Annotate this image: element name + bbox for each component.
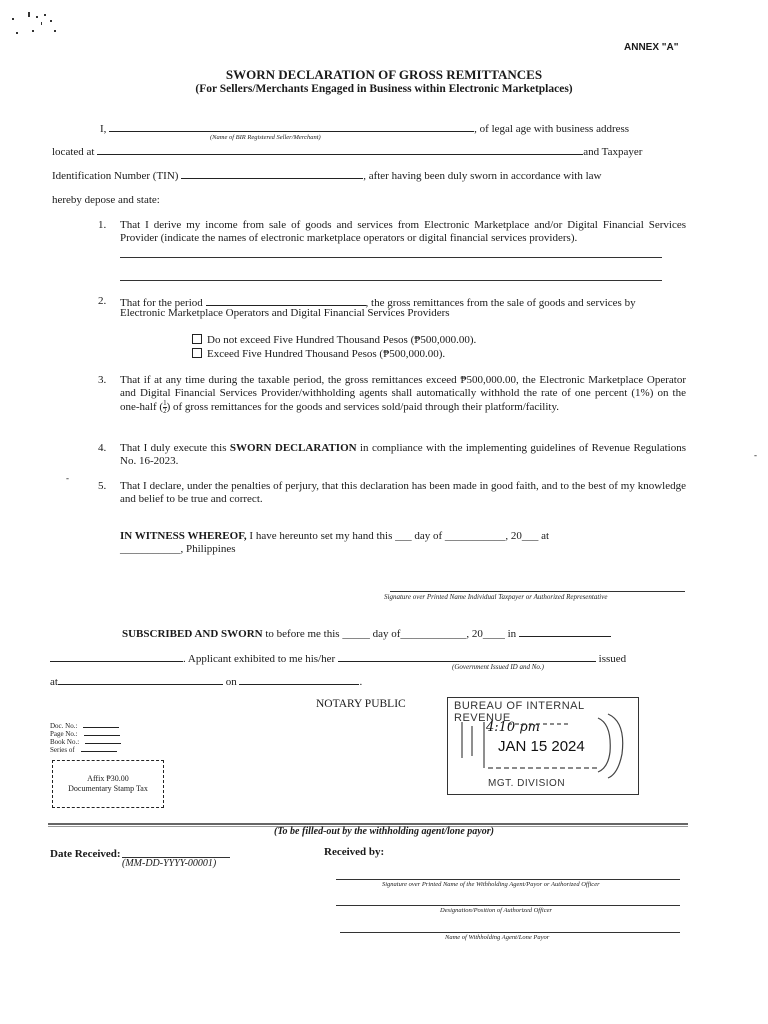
- checkbox-exceed[interactable]: [192, 348, 202, 358]
- item-1-number: 1.: [98, 219, 107, 231]
- series-row: [50, 745, 117, 754]
- fraction-numerator: 1: [163, 399, 167, 407]
- applicant-text: . Applicant exhibited to me his/her: [183, 653, 336, 665]
- date-received-label: Date Received:: [50, 848, 121, 860]
- item-1-text: That I derive my income from sale of goods and services from Electronic Marketplace and/or Digital Financial Services Provider (indicate the names of electronic marketplace operators or digital financial services providers).: [120, 219, 686, 244]
- seller-name-field[interactable]: [109, 121, 474, 132]
- option-exceed-label: Exceed Five Hundred Thousand Pesos (₱500,000.00).: [207, 348, 446, 360]
- footer-divider: [48, 823, 688, 825]
- on-label: on: [225, 676, 237, 688]
- tin-field[interactable]: [181, 168, 363, 179]
- taxpayer-signature-caption: Signature over Printed Name Individual Taxpayer or Authorized Representative: [384, 593, 608, 601]
- affix-label: Documentary Stamp Tax: [68, 784, 148, 793]
- agent-signature-caption: Signature over Printed Name of the Withholding Agent/Payor or Authorized Officer: [382, 881, 600, 888]
- page-no-field[interactable]: [84, 729, 120, 736]
- witness-lead: IN WITNESS WHEREOF,: [120, 530, 247, 542]
- document-title: SWORN DECLARATION OF GROSS REMITTANCES: [225, 67, 543, 82]
- series-label: Series of: [50, 746, 75, 754]
- intro-suffix: , of legal age with business address: [474, 123, 630, 135]
- bir-stamp-division: MGT. DIVISION: [488, 778, 566, 789]
- subscribed-text: to before me this _____ day of____________, 20____ in: [262, 628, 517, 640]
- intro-line-3: [52, 168, 601, 182]
- tin-label: Identification Number (TIN): [52, 170, 179, 182]
- fraction-denominator: 2: [163, 407, 167, 415]
- item-2-text-b: , the gross remittances from the sale of goods and services by: [365, 297, 636, 309]
- witness-text-2: ___________, Philippines: [120, 543, 236, 555]
- issued-on-field[interactable]: [239, 674, 359, 685]
- doc-no-field[interactable]: [83, 721, 119, 728]
- option-not-exceed-label: Do not exceed Five Hundred Thousand Pesos (₱500,000.00).: [207, 334, 477, 346]
- item-2-number: 2.: [98, 295, 107, 307]
- notary-public-label: NOTARY PUBLIC: [316, 698, 406, 710]
- documentary-stamp-box: [52, 760, 164, 808]
- bir-stamp-date: JAN 15 2024: [498, 738, 585, 755]
- margin-mark-2: -: [66, 473, 69, 483]
- received-by-label: Received by:: [324, 846, 385, 858]
- and-taxpayer-label: and Taxpayer: [583, 146, 643, 158]
- item-3-text-a: That if at any time during the taxable period, the gross remittances exceed ₱500,000.00, the Electronic Marketplace Operator and Digital Financial Services Provider/withholding agents shall automatically withhold the rate of one percent (1%) on the one-half (: [120, 374, 686, 414]
- agent-signature-line[interactable]: [336, 879, 680, 880]
- option-not-exceed[interactable]: [192, 334, 476, 346]
- gov-id-field[interactable]: [338, 651, 596, 662]
- subscribed-lead: SUBSCRIBED AND SWORN: [122, 628, 263, 640]
- bir-stamp-handwritten-time: 4:10 pm: [486, 720, 540, 735]
- depose-text: hereby depose and state:: [52, 194, 160, 206]
- item-1-answer-line-1[interactable]: [120, 257, 662, 258]
- designation-line[interactable]: [336, 905, 680, 906]
- located-at-label: located at: [52, 146, 95, 158]
- intro-line-1: [100, 121, 629, 135]
- period-field[interactable]: [206, 295, 366, 306]
- subscribed-line: [122, 626, 611, 640]
- agent-name-line[interactable]: [340, 932, 680, 933]
- place-field[interactable]: [519, 626, 611, 637]
- scan-speckles: [6, 10, 66, 40]
- book-no-field[interactable]: [85, 737, 121, 744]
- documentary-stamp-text: [53, 774, 163, 794]
- item-3-number: 3.: [98, 374, 107, 386]
- margin-mark: -: [754, 450, 757, 460]
- i-label: I,: [100, 123, 107, 135]
- item-1-answer-line-2[interactable]: [120, 280, 662, 281]
- item-4-text: [120, 442, 686, 468]
- business-address-field[interactable]: [97, 144, 583, 155]
- at-label: at: [50, 676, 58, 688]
- item-3-text: [120, 374, 686, 415]
- bir-received-stamp: [447, 697, 639, 795]
- issued-label: issued: [598, 653, 627, 665]
- book-no-label: Book No.:: [50, 738, 80, 746]
- document-subtitle: (For Sellers/Merchants Engaged in Business within Electronic Marketplaces): [195, 83, 573, 95]
- designation-caption: Designation/Position of Authorized Officer: [440, 907, 553, 914]
- annex-label: ANNEX "A": [624, 42, 679, 53]
- item-4-text-c: in compliance with the implementing guidelines of Revenue Regulations No. 16-2023.: [120, 442, 687, 467]
- taxpayer-signature-line[interactable]: [390, 591, 685, 592]
- tin-suffix: , after having been duly sworn in accordance with law: [363, 170, 602, 182]
- series-field[interactable]: [81, 745, 117, 752]
- issued-at-line: [50, 674, 362, 688]
- item-4-text-a: That I duly execute this: [120, 442, 230, 454]
- item-4-text-b: SWORN DECLARATION: [229, 442, 357, 454]
- issued-at-field[interactable]: [58, 674, 223, 685]
- witness-line-1: [120, 530, 549, 542]
- item-4-number: 4.: [98, 442, 107, 454]
- page-no-label: Page No.:: [50, 730, 78, 738]
- option-exceed[interactable]: [192, 348, 445, 360]
- affix-amount: Affix ₱30.00: [87, 774, 129, 783]
- name-caption: (Name of BIR Registered Seller/Merchant): [210, 134, 321, 141]
- agent-name-caption: Name of Withholding Agent/Lone Payor: [445, 934, 550, 941]
- item-5-number: 5.: [98, 480, 107, 492]
- doc-no-label: Doc. No.:: [50, 722, 78, 730]
- bir-stamp-border-marks: [448, 698, 638, 794]
- witness-text-1: I have hereunto set my hand this ___ day of ___________, 20___ at: [246, 530, 550, 542]
- footer-note: (To be filled-out by the withholding agent/lone payor): [274, 826, 494, 837]
- checkbox-not-exceed[interactable]: [192, 334, 202, 344]
- applicant-name-field[interactable]: [50, 651, 183, 662]
- gov-id-caption: (Government Issued ID and No.): [452, 663, 544, 671]
- item-5-text: That I declare, under the penalties of perjury, that this declaration has been made in good faith, and to the best of my knowledge and belief to be true and correct.: [120, 480, 686, 505]
- bir-stamp-header: BUREAU OF INTERNAL REVENUE: [454, 700, 585, 724]
- item-2-text-c: Electronic Marketplace Operators and Digital Financial Services Providers: [120, 307, 450, 319]
- date-format-hint: (MM-DD-YYYY-00001): [122, 858, 217, 869]
- period-label: .: [359, 676, 363, 688]
- item-3-text-b: ) of gross remittances for the goods and services sold/paid through their platform/facility.: [166, 401, 559, 414]
- item-2-text-a: That for the period: [120, 297, 203, 309]
- intro-line-2: [52, 144, 642, 158]
